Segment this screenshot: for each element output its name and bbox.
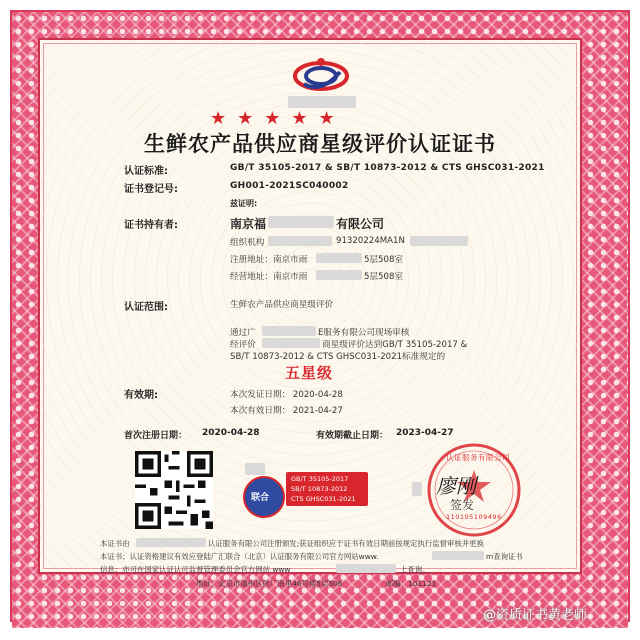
redacted-reg-address (316, 253, 362, 263)
redacted-org-code (268, 236, 332, 246)
badge-line-2: SB/T 10873-2012 (291, 485, 348, 493)
grade-five-star: 五星级 (285, 364, 334, 382)
footer-line-1a: 本证书由 (100, 539, 130, 548)
star-rating: ★★★★★ (210, 108, 346, 129)
badge-line-3: CTS GHSC031-2021 (291, 495, 356, 503)
reg-address-suffix: 5层508室 (364, 255, 404, 265)
first-reg-value: 2020-04-28 (202, 428, 260, 438)
union-badge-label: 联合 (251, 493, 270, 503)
footer-line-3a: 信息；亦可在国家认证认可监督管理委员会官方网站 www (100, 565, 291, 574)
evaluation-line-3: SB/T 10873-2012 & CTS GHSC031-2021标准规定的 (230, 352, 446, 362)
standard-label: 认证标准: (124, 166, 168, 177)
certifier-logo-icon (290, 54, 352, 100)
redacted-badge-logo (245, 463, 265, 475)
expire-label: 有效期截止日期： (316, 431, 389, 441)
sign-label: 签发 (450, 498, 475, 512)
watermark: @资质证书黄老师 (483, 608, 588, 623)
footer-line-3b: 上查询。 (400, 565, 430, 574)
evaluation-line-2a: 经评价 (230, 340, 256, 350)
evaluation-line-1a: 通过广 (230, 328, 256, 338)
signature: 廖刚 (436, 474, 476, 498)
footer-line-1b: 认证服务有限公司注册颁发;获证组织应于证书有效日期前按规定执行监督审核并更换 (208, 539, 484, 548)
issue-date: 本次发证日期： 2020-04-28 (230, 390, 343, 400)
reg-address-prefix: 注册地址：南京市雨 (230, 255, 308, 265)
reg-no-label: 证书登记号: (124, 184, 178, 195)
redacted-org-name (288, 96, 356, 108)
redacted-footer-org (136, 538, 206, 547)
holder-name: 南京福 (230, 217, 267, 231)
expire-value: 2023-04-27 (396, 428, 454, 438)
org-code-prefix: 组织机构 (230, 238, 265, 248)
first-reg-label: 首次注册日期： (124, 431, 188, 441)
holder-label: 证书持有者: (124, 220, 178, 231)
seal-ring-text: 认证服务有限公司 (446, 453, 510, 462)
anti-fake-label: 兹证明: (230, 199, 258, 208)
badge-line-1: GB/T 35105-2017 (291, 475, 349, 483)
scope-label: 认证范围: (124, 302, 168, 313)
org-code-value: 91320224MA1N (336, 236, 405, 246)
footer-postcode: 邮编：101121 (386, 579, 437, 588)
redacted-biz-address (316, 270, 362, 280)
scope-value: 生鲜农产品供应商星级评价 (230, 300, 334, 310)
standard-value: GB/T 35105-2017 & SB/T 10873-2012 & CTS GHSC031-2021 (230, 163, 545, 173)
footer-address: 地址：北京市通州区砖厂南里46号楼5层506 (196, 579, 343, 588)
footer-line-2: 本证书；认证资格建议有效应登陆广汇联合（北京）认证服务有限公司官方网站www. (100, 552, 379, 561)
biz-address-suffix: 5层508室 (364, 272, 404, 282)
redacted-website (432, 551, 484, 560)
evaluation-line-1b: E服务有限公司现场审核 (318, 328, 410, 338)
footer-line-2b: m查询证书 (486, 552, 523, 561)
redacted-website-2 (336, 564, 396, 573)
validity-label: 有效期: (124, 390, 158, 401)
certificate-title: 生鲜农产品供应商星级评价认证证书 (144, 132, 496, 156)
redacted-org-code-tail (410, 236, 468, 246)
holder-name-tail: 有限公司 (336, 217, 385, 231)
valid-date: 本次有效日期： 2021-04-27 (230, 406, 343, 416)
biz-address-prefix: 经营地址：南京市雨 (230, 272, 308, 282)
qr-code-icon[interactable] (135, 451, 213, 533)
reg-no-value: GH001-2021SC040002 (230, 181, 349, 191)
redacted-seal-part (412, 482, 422, 496)
evaluation-line-2b: 商星级评价达到GB/T 35105-2017 & (322, 340, 468, 350)
seal-serial: 110105109496 (446, 513, 502, 521)
redacted-evaluation (262, 338, 320, 348)
redacted-holder (268, 216, 334, 228)
redacted-evaluator (262, 326, 316, 336)
